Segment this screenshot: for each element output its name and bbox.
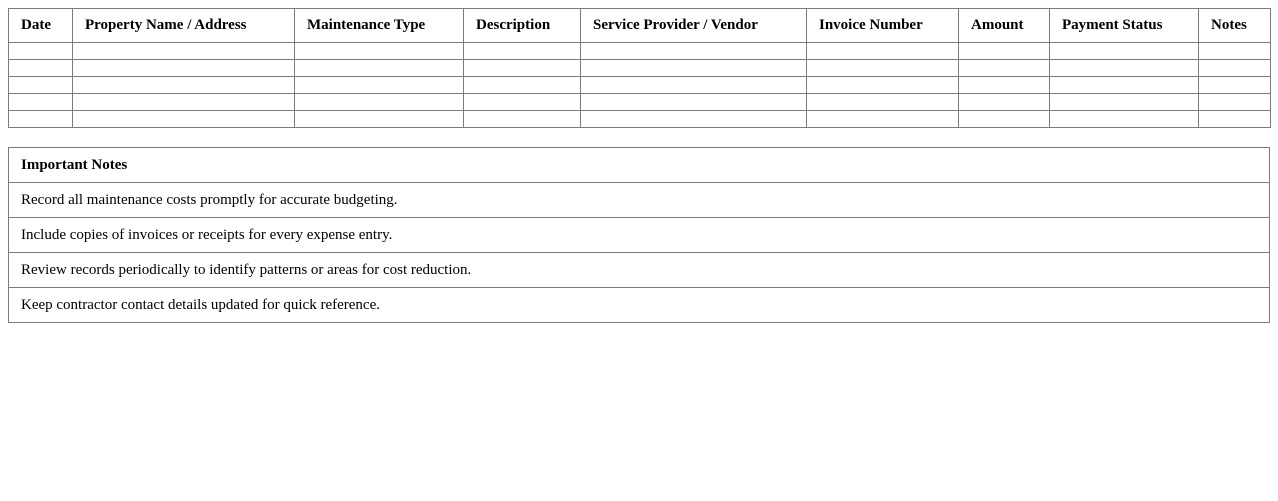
note-text: Record all maintenance costs promptly for accurate budgeting. xyxy=(9,183,1270,218)
list-item xyxy=(9,183,1270,218)
table-cell[interactable] xyxy=(9,43,73,60)
note-text: Include copies of invoices or receipts for every expense entry. xyxy=(9,218,1270,253)
column-header-date: Date xyxy=(9,9,73,43)
table-cell[interactable] xyxy=(581,94,807,111)
table-cell[interactable] xyxy=(959,111,1050,128)
table-cell[interactable] xyxy=(807,77,959,94)
table-cell[interactable] xyxy=(581,43,807,60)
column-header-invoice-number: Invoice Number xyxy=(807,9,959,43)
table-cell[interactable] xyxy=(1199,43,1271,60)
table-cell[interactable] xyxy=(1199,77,1271,94)
note-text: Keep contractor contact details updated for quick reference. xyxy=(9,288,1270,323)
table-cell[interactable] xyxy=(807,60,959,77)
table-row xyxy=(9,77,1271,94)
table-cell[interactable] xyxy=(295,60,464,77)
note-text: Review records periodically to identify patterns or areas for cost reduction. xyxy=(9,253,1270,288)
table-cell[interactable] xyxy=(9,94,73,111)
table-cell[interactable] xyxy=(1199,94,1271,111)
table-cell[interactable] xyxy=(581,77,807,94)
table-cell[interactable] xyxy=(1050,43,1199,60)
column-header-notes: Notes xyxy=(1199,9,1271,43)
list-item xyxy=(9,218,1270,253)
table-cell[interactable] xyxy=(73,94,295,111)
table-cell[interactable] xyxy=(959,94,1050,111)
table-cell[interactable] xyxy=(9,60,73,77)
table-header-row xyxy=(9,9,1271,43)
column-header-amount: Amount xyxy=(959,9,1050,43)
table-cell[interactable] xyxy=(807,43,959,60)
table-cell[interactable] xyxy=(295,43,464,60)
list-item xyxy=(9,288,1270,323)
table-cell[interactable] xyxy=(581,111,807,128)
table-cell[interactable] xyxy=(959,77,1050,94)
table-cell[interactable] xyxy=(807,94,959,111)
table-cell[interactable] xyxy=(295,77,464,94)
table-cell[interactable] xyxy=(464,94,581,111)
table-cell[interactable] xyxy=(959,60,1050,77)
table-cell[interactable] xyxy=(73,77,295,94)
table-cell[interactable] xyxy=(464,43,581,60)
column-header-maintenance-type: Maintenance Type xyxy=(295,9,464,43)
table-row xyxy=(9,43,1271,60)
maintenance-expense-table xyxy=(8,8,1271,128)
table-row xyxy=(9,111,1271,128)
table-cell[interactable] xyxy=(73,111,295,128)
table-cell[interactable] xyxy=(1199,111,1271,128)
table-cell[interactable] xyxy=(959,43,1050,60)
important-notes-table xyxy=(8,147,1270,323)
table-cell[interactable] xyxy=(295,111,464,128)
column-header-payment-status: Payment Status xyxy=(1050,9,1199,43)
table-cell[interactable] xyxy=(1050,94,1199,111)
table-cell[interactable] xyxy=(9,111,73,128)
column-header-description: Description xyxy=(464,9,581,43)
table-cell[interactable] xyxy=(1199,60,1271,77)
table-cell[interactable] xyxy=(807,111,959,128)
notes-heading: Important Notes xyxy=(9,148,1270,183)
table-cell[interactable] xyxy=(1050,77,1199,94)
table-cell[interactable] xyxy=(1050,60,1199,77)
table-cell[interactable] xyxy=(464,77,581,94)
column-header-property: Property Name / Address xyxy=(73,9,295,43)
table-cell[interactable] xyxy=(1050,111,1199,128)
table-cell[interactable] xyxy=(73,43,295,60)
table-cell[interactable] xyxy=(464,111,581,128)
notes-heading-row xyxy=(9,148,1270,183)
table-cell[interactable] xyxy=(73,60,295,77)
list-item xyxy=(9,253,1270,288)
column-header-vendor: Service Provider / Vendor xyxy=(581,9,807,43)
table-cell[interactable] xyxy=(581,60,807,77)
table-cell[interactable] xyxy=(295,94,464,111)
table-row xyxy=(9,94,1271,111)
table-row xyxy=(9,60,1271,77)
table-cell[interactable] xyxy=(464,60,581,77)
table-cell[interactable] xyxy=(9,77,73,94)
